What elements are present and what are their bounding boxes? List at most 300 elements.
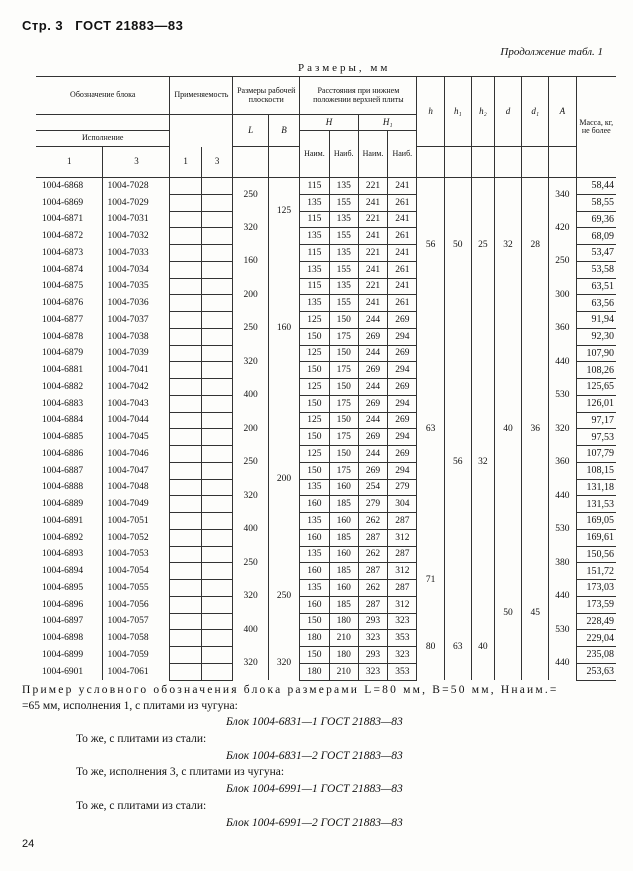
h-min-cell: 115 <box>300 245 329 262</box>
exec1-cell: 1004-6874 <box>42 264 84 275</box>
d1-cell: 28 <box>522 178 549 312</box>
exec3-cell: 1004-7058 <box>103 630 170 647</box>
hh1-header: H₁ <box>358 115 417 131</box>
exec3-cell: 1004-7051 <box>103 513 170 530</box>
exec3-cell: 1004-7044 <box>103 412 170 429</box>
mass-header: Масса, кг, не более <box>576 77 616 178</box>
h-max-cell: 175 <box>329 462 358 479</box>
table-row <box>36 312 616 329</box>
h1-max-cell: 261 <box>388 295 417 312</box>
mass-cell: 68,09 <box>576 228 616 245</box>
h1-max-cell: 294 <box>388 362 417 379</box>
mass-cell: 169,61 <box>576 529 616 546</box>
a-cell: 530 <box>549 613 576 647</box>
exec1-cell: 1004-6897 <box>42 616 84 627</box>
h1-min-cell: 241 <box>358 228 387 245</box>
exec3-cell: 1004-7049 <box>103 496 170 513</box>
h-max-cell: 135 <box>329 245 358 262</box>
h-min-cell: 125 <box>300 345 329 362</box>
h-max-cell: 135 <box>329 278 358 295</box>
execution-header: Исполнение <box>36 131 170 147</box>
h-max-cell: 155 <box>329 295 358 312</box>
h2-cell: 40 <box>471 613 494 680</box>
exec1-cell: 1004-6877 <box>42 314 84 325</box>
exec3-cell: 1004-7029 <box>103 194 170 211</box>
mass-cell: 126,01 <box>576 395 616 412</box>
h2-cell: 32 <box>471 312 494 614</box>
h-min-cell: 115 <box>300 211 329 228</box>
l-header: L <box>233 115 269 147</box>
h-max-cell: 175 <box>329 395 358 412</box>
exec1-cell: 1004-6886 <box>42 448 84 459</box>
mass-cell: 229,04 <box>576 630 616 647</box>
exec3-cell: 1004-7036 <box>103 295 170 312</box>
a-header: A <box>549 77 576 147</box>
h1-min-cell: 244 <box>358 379 387 396</box>
h1-cell: 63 <box>444 613 471 680</box>
mass-cell: 107,79 <box>576 446 616 463</box>
app3-cell <box>201 412 232 429</box>
h1-max-cell: 312 <box>388 563 417 580</box>
h-min-cell: 160 <box>300 529 329 546</box>
l-cell: 400 <box>233 613 269 647</box>
h1-max-cell: 294 <box>388 328 417 345</box>
app1-cell <box>170 312 201 329</box>
a-cell: 440 <box>549 345 576 379</box>
h-min-cell: 160 <box>300 496 329 513</box>
d1-header: d₁ <box>522 77 549 147</box>
dimensions-caption: Размеры, мм <box>298 62 391 74</box>
exec1-cell: 1004-6872 <box>42 231 84 242</box>
h-header: h <box>417 77 444 147</box>
mass-cell: 58,44 <box>576 178 616 195</box>
h-max-cell: 155 <box>329 261 358 278</box>
exec3-cell: 1004-7034 <box>103 261 170 278</box>
app1-cell <box>170 529 201 546</box>
exec1-cell: 1004-6887 <box>42 465 84 476</box>
mass-cell: 169,05 <box>576 513 616 530</box>
app1-cell <box>170 546 201 563</box>
exec3-cell: 1004-7047 <box>103 462 170 479</box>
app3-cell <box>201 479 232 496</box>
app1-cell <box>170 429 201 446</box>
h-max-cell: 185 <box>329 529 358 546</box>
h1-min-cell: 254 <box>358 479 387 496</box>
h1-min-cell: 244 <box>358 345 387 362</box>
h1-max-cell: 269 <box>388 345 417 362</box>
l-cell: 200 <box>233 412 269 446</box>
h-max-cell: 175 <box>329 362 358 379</box>
app1-cell <box>170 261 201 278</box>
h-min-cell: 160 <box>300 596 329 613</box>
exec1-cell: 1004-6882 <box>42 381 84 392</box>
h-min-cell: 150 <box>300 429 329 446</box>
a-cell: 320 <box>549 412 576 446</box>
b-header: B <box>268 115 299 147</box>
h1-min-cell: 269 <box>358 429 387 446</box>
table-row <box>36 178 616 195</box>
l-cell: 250 <box>233 178 269 212</box>
h-max-cell: 210 <box>329 663 358 680</box>
mass-cell: 108,15 <box>576 462 616 479</box>
exec3-cell: 1004-7039 <box>103 345 170 362</box>
h-cell: 80 <box>417 613 444 680</box>
continuation-label: Продолжение табл. 1 <box>500 46 603 58</box>
h1-max-cell: 269 <box>388 446 417 463</box>
a-cell: 530 <box>549 513 576 547</box>
mass-cell: 131,53 <box>576 496 616 513</box>
app3-cell <box>201 379 232 396</box>
h-max-cell: 175 <box>329 328 358 345</box>
app3-cell <box>201 647 232 664</box>
exec3-cell: 1004-7057 <box>103 613 170 630</box>
mass-cell: 235,08 <box>576 647 616 664</box>
l-cell: 200 <box>233 278 269 312</box>
h1-min-cell: 287 <box>358 529 387 546</box>
mass-cell: 253,63 <box>576 663 616 680</box>
app1-cell <box>170 479 201 496</box>
h1-max-cell: 287 <box>388 580 417 597</box>
l-cell: 250 <box>233 312 269 346</box>
h1-max-cell: 241 <box>388 245 417 262</box>
mass-cell: 108,26 <box>576 362 616 379</box>
h-min-cell: 150 <box>300 613 329 630</box>
mass-cell: 53,47 <box>576 245 616 262</box>
app3-cell <box>201 194 232 211</box>
h1-min-cell: 323 <box>358 663 387 680</box>
exec1-cell: 1004-6893 <box>42 549 84 560</box>
h1-max-cell: 353 <box>388 663 417 680</box>
l-cell: 320 <box>233 345 269 379</box>
exec3-cell: 1004-7046 <box>103 446 170 463</box>
h-cell: 63 <box>417 312 444 547</box>
h-cell: 56 <box>417 178 444 312</box>
h1-min-cell: 241 <box>358 295 387 312</box>
h-max-cell: 155 <box>329 228 358 245</box>
app1-cell <box>170 496 201 513</box>
l-cell: 250 <box>233 446 269 480</box>
exec1-cell: 1004-6891 <box>42 515 84 526</box>
exec3-cell: 1004-7035 <box>103 278 170 295</box>
app1-cell <box>170 211 201 228</box>
app1-cell <box>170 513 201 530</box>
h1-min-cell: 221 <box>358 178 387 195</box>
l-cell: 320 <box>233 580 269 614</box>
h1-min-cell: 269 <box>358 395 387 412</box>
h2-header: h₂ <box>471 77 494 147</box>
h-min-cell: 160 <box>300 563 329 580</box>
designation-header: Обозначение блока <box>36 77 170 115</box>
h1-max-cell: 294 <box>388 395 417 412</box>
h-min-cell: 135 <box>300 295 329 312</box>
h1-min-cell: 262 <box>358 546 387 563</box>
mass-cell: 107,90 <box>576 345 616 362</box>
h-cell: 71 <box>417 546 444 613</box>
h-min-header: Наим. <box>300 131 329 178</box>
exec3-cell: 1004-7042 <box>103 379 170 396</box>
h1-max-cell: 261 <box>388 194 417 211</box>
app3-cell <box>201 496 232 513</box>
exec3-cell: 1004-7053 <box>103 546 170 563</box>
exec1-cell: 1004-6899 <box>42 649 84 660</box>
app1-cell <box>170 647 201 664</box>
h1-min-cell: 279 <box>358 496 387 513</box>
exec1-cell: 1004-6868 <box>42 181 84 192</box>
h-max-cell: 150 <box>329 412 358 429</box>
h1-max-cell: 269 <box>388 379 417 396</box>
h-min-cell: 135 <box>300 194 329 211</box>
h-max-cell: 155 <box>329 194 358 211</box>
app1-cell <box>170 446 201 463</box>
exec1-cell: 1004-6894 <box>42 566 84 577</box>
app1-cell <box>170 345 201 362</box>
mass-cell: 53,58 <box>576 261 616 278</box>
h1-max-cell: 269 <box>388 412 417 429</box>
h-min-cell: 115 <box>300 278 329 295</box>
app3-cell <box>201 546 232 563</box>
app3-cell <box>201 563 232 580</box>
table-row <box>36 546 616 563</box>
h-min-cell: 135 <box>300 228 329 245</box>
mass-cell: 173,59 <box>576 596 616 613</box>
a-cell: 440 <box>549 479 576 513</box>
exec1-cell: 1004-6875 <box>42 281 84 292</box>
exec1-cell: 1004-6881 <box>42 365 84 376</box>
app3-cell <box>201 529 232 546</box>
mass-cell: 173,03 <box>576 580 616 597</box>
app3-cell <box>201 211 232 228</box>
app1-header: 1 <box>170 147 201 178</box>
h-max-cell: 210 <box>329 630 358 647</box>
app3-cell <box>201 312 232 329</box>
app3-cell <box>201 663 232 680</box>
h-min-cell: 135 <box>300 580 329 597</box>
h1-min-cell: 221 <box>358 278 387 295</box>
exec1-cell: 1004-6896 <box>42 599 84 610</box>
app3-cell <box>201 395 232 412</box>
l-cell: 320 <box>233 479 269 513</box>
exec3-cell: 1004-7032 <box>103 228 170 245</box>
h1-min-header: Наим. <box>358 131 387 178</box>
exec3-cell: 1004-7061 <box>103 663 170 680</box>
app3-cell <box>201 328 232 345</box>
l-cell: 160 <box>233 245 269 279</box>
d-cell: 50 <box>494 546 521 680</box>
h1-min-cell: 244 <box>358 312 387 329</box>
exec1-cell: 1004-6892 <box>42 532 84 543</box>
h1-max-cell: 353 <box>388 630 417 647</box>
app3-cell <box>201 596 232 613</box>
h1-max-cell: 323 <box>388 647 417 664</box>
h1-max-cell: 312 <box>388 596 417 613</box>
exec1-cell: 1004-6869 <box>42 197 84 208</box>
page-header <box>22 18 191 33</box>
app3-cell <box>201 630 232 647</box>
d-header: d <box>494 77 521 147</box>
h-max-cell: 150 <box>329 312 358 329</box>
app3-cell <box>201 429 232 446</box>
code-4: Блок 1004-6991—2 ГОСТ 21883—83 <box>226 817 403 829</box>
h1-min-cell: 241 <box>358 261 387 278</box>
h-min-cell: 135 <box>300 261 329 278</box>
working-plane-header: Размеры рабочей плоскости <box>233 77 300 115</box>
h-max-cell: 185 <box>329 596 358 613</box>
exec3-cell: 1004-7048 <box>103 479 170 496</box>
exec3-cell: 1004-7045 <box>103 429 170 446</box>
exec1-cell: 1004-6884 <box>42 415 84 426</box>
exec3-cell: 1004-7056 <box>103 596 170 613</box>
h1-min-cell: 269 <box>358 362 387 379</box>
app1-cell <box>170 278 201 295</box>
l-cell: 400 <box>233 379 269 413</box>
app1-cell <box>170 362 201 379</box>
mass-cell: 131,18 <box>576 479 616 496</box>
exec1-cell: 1004-6876 <box>42 298 84 309</box>
exec3-cell: 1004-7041 <box>103 362 170 379</box>
l-cell: 400 <box>233 513 269 547</box>
b-cell: 320 <box>268 647 299 681</box>
h-max-cell: 160 <box>329 479 358 496</box>
app1-cell <box>170 379 201 396</box>
h-max-cell: 150 <box>329 379 358 396</box>
application-header: Применяемость <box>170 77 233 115</box>
exec1-cell: 1004-6885 <box>42 432 84 443</box>
exec1-cell: 1004-6888 <box>42 482 84 493</box>
code-2: Блок 1004-6831—2 ГОСТ 21883—83 <box>226 750 403 762</box>
h1-max-cell: 241 <box>388 178 417 195</box>
h1-min-cell: 221 <box>358 245 387 262</box>
l-cell: 320 <box>233 211 269 245</box>
h1-min-cell: 293 <box>358 647 387 664</box>
b-cell: 125 <box>268 178 299 245</box>
h1-max-cell: 287 <box>388 546 417 563</box>
exec1-cell: 1004-6898 <box>42 633 84 644</box>
hh-header: H <box>300 115 359 131</box>
num3-header: 3 <box>103 147 170 178</box>
h-min-cell: 125 <box>300 379 329 396</box>
app1-cell <box>170 328 201 345</box>
app3-cell <box>201 462 232 479</box>
mass-cell: 97,53 <box>576 429 616 446</box>
mass-cell: 228,49 <box>576 613 616 630</box>
mass-cell: 63,51 <box>576 278 616 295</box>
h1-max-cell: 279 <box>388 479 417 496</box>
app1-cell <box>170 462 201 479</box>
h1-max-cell: 241 <box>388 211 417 228</box>
exec1-cell: 1004-6871 <box>42 214 84 225</box>
app3-cell <box>201 245 232 262</box>
h-min-cell: 135 <box>300 513 329 530</box>
mass-cell: 63,56 <box>576 295 616 312</box>
h1-max-cell: 312 <box>388 529 417 546</box>
a-cell: 360 <box>549 446 576 480</box>
app3-cell <box>201 613 232 630</box>
h1-max-cell: 323 <box>388 613 417 630</box>
app3-cell <box>201 178 232 195</box>
app1-cell <box>170 412 201 429</box>
h-min-cell: 135 <box>300 546 329 563</box>
a-cell: 420 <box>549 211 576 245</box>
h1-min-cell: 244 <box>358 412 387 429</box>
app3-cell <box>201 228 232 245</box>
h1-min-cell: 262 <box>358 580 387 597</box>
d-cell: 32 <box>494 178 521 312</box>
exec3-cell: 1004-7054 <box>103 563 170 580</box>
h-min-cell: 115 <box>300 178 329 195</box>
h1-min-cell: 323 <box>358 630 387 647</box>
app1-cell <box>170 596 201 613</box>
h-max-cell: 150 <box>329 345 358 362</box>
h-min-cell: 135 <box>300 479 329 496</box>
same-steel-1: То же, с плитами из стали: <box>76 733 207 745</box>
exec1-cell: 1004-6878 <box>42 331 84 342</box>
a-cell: 360 <box>549 312 576 346</box>
h-min-cell: 150 <box>300 647 329 664</box>
h1-cell: 50 <box>444 178 471 312</box>
same-exec3: То же, исполнения 3, с плитами из чугуна: <box>76 766 285 778</box>
app3-cell <box>201 362 232 379</box>
mass-cell: 69,36 <box>576 211 616 228</box>
h-max-cell: 180 <box>329 613 358 630</box>
h1-min-cell: 293 <box>358 613 387 630</box>
h-min-cell: 125 <box>300 412 329 429</box>
h1-min-cell: 269 <box>358 462 387 479</box>
app1-cell <box>170 395 201 412</box>
same-steel-2: То же, с плитами из стали: <box>76 800 207 812</box>
a-cell: 530 <box>549 379 576 413</box>
h1-max-cell: 241 <box>388 278 417 295</box>
h1-min-cell: 241 <box>358 194 387 211</box>
exec3-cell: 1004-7038 <box>103 328 170 345</box>
h-max-cell: 160 <box>329 513 358 530</box>
h1-min-cell: 262 <box>358 513 387 530</box>
d-cell: 40 <box>494 312 521 547</box>
blocks-table-body <box>36 76 616 681</box>
mass-cell: 151,72 <box>576 563 616 580</box>
gost-label: ГОСТ 21883—83 <box>75 18 184 33</box>
d1-cell: 36 <box>522 312 549 547</box>
app3-cell <box>201 446 232 463</box>
h1-min-cell: 287 <box>358 596 387 613</box>
app1-cell <box>170 630 201 647</box>
app1-cell <box>170 663 201 680</box>
a-cell: 250 <box>549 245 576 279</box>
distances-header: Расстояния при нижнем положении верхней плиты <box>300 77 417 115</box>
app1-cell <box>170 194 201 211</box>
mass-cell: 125,65 <box>576 379 616 396</box>
b-cell: 250 <box>268 546 299 647</box>
h-max-cell: 135 <box>329 178 358 195</box>
h1-max-cell: 304 <box>388 496 417 513</box>
b-cell: 160 <box>268 245 299 413</box>
app3-cell <box>201 295 232 312</box>
app1-cell <box>170 245 201 262</box>
h-max-cell: 185 <box>329 563 358 580</box>
app1-cell <box>170 295 201 312</box>
l-cell: 320 <box>233 647 269 681</box>
mass-cell: 58,55 <box>576 194 616 211</box>
code-3: Блок 1004-6991—1 ГОСТ 21883—83 <box>226 783 403 795</box>
h1-min-cell: 221 <box>358 211 387 228</box>
h1-max-cell: 261 <box>388 228 417 245</box>
h1-header: h₁ <box>444 77 471 147</box>
a-cell: 440 <box>549 580 576 614</box>
exec3-cell: 1004-7052 <box>103 529 170 546</box>
exec3-cell: 1004-7033 <box>103 245 170 262</box>
app3-cell <box>201 513 232 530</box>
h-max-cell: 175 <box>329 429 358 446</box>
a-cell: 380 <box>549 546 576 580</box>
